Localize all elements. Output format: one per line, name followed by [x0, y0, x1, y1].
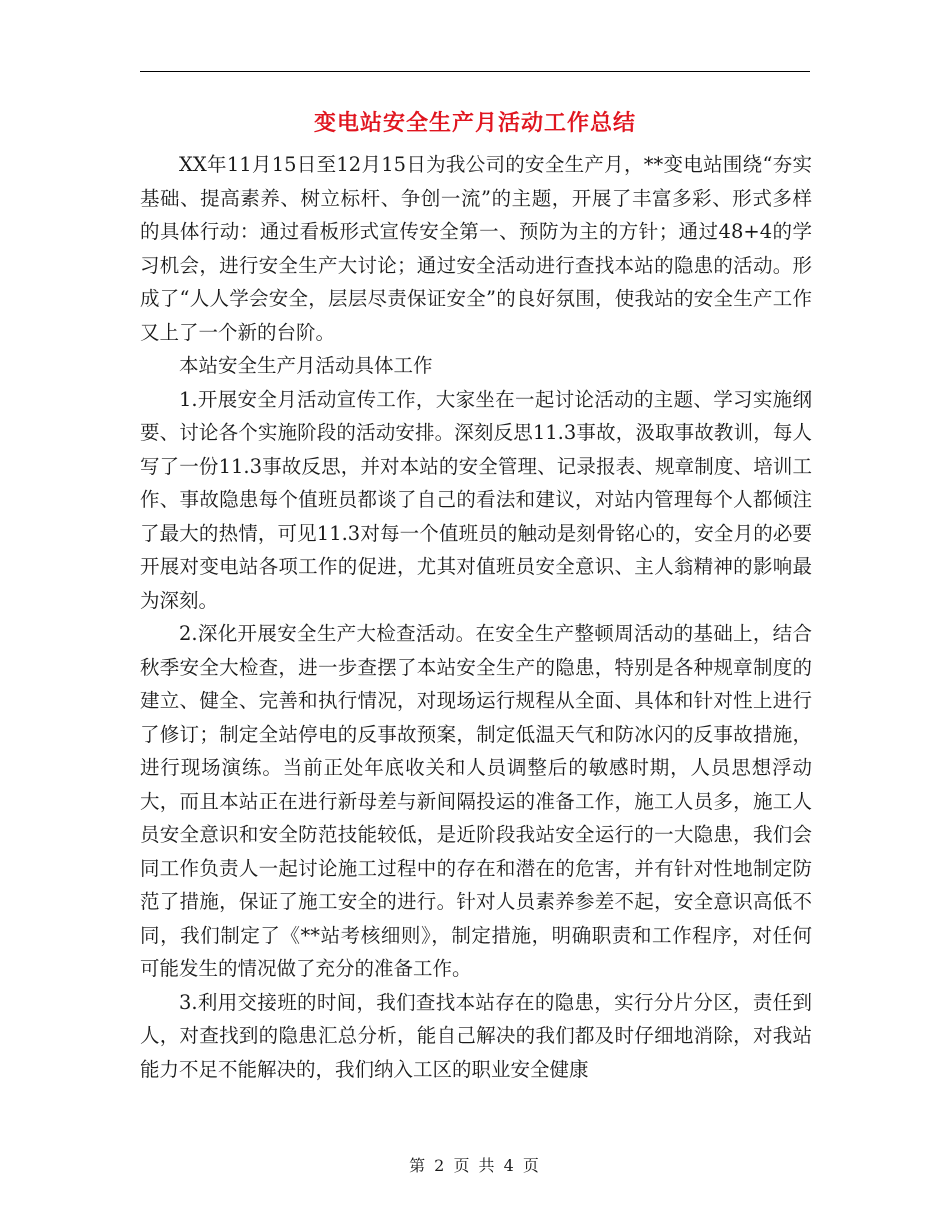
paragraph-item-1: 1.开展安全月活动宣传工作，大家坐在一起讨论活动的主题、学习实施纲要、讨论各个实施阶段的活动安排。深刻反思11.3事故，汲取事故教训，每人写了一份11.3事故反思，并对本站的安全管理、记录报表、规章制度、培训工作、事故隐患每个值班员都谈了自己的看法和建议，对站内管理每个人都倾注了最大的热情，可见11.3对每一个值班员的触动是刻骨铭心的，安全月的必要开展对变电站各项工作的促进，尤其对值班员安全意识、主人翁精神的影响最为深刻。 — [140, 387, 812, 612]
paragraph-intro: XX年11月15日至12月15日为我公司的安全生产月，**变电站围绕“夯实基础、提高素养、树立标杆、争创一流”的主题，开展了丰富多彩、形式多样的具体行动：通过看板形式宣传安全第一、预防为主的方针；通过48+4的学习机会，进行安全生产大讨论；通过安全活动进行查找本站的隐患的活动。形成了“人人学会安全，层层尽责保证安全”的良好氛围，使我站的安全生产工作又上了一个新的台阶。 — [140, 153, 812, 344]
section-heading: 本站安全生产月活动具体工作 — [179, 354, 433, 377]
header-rule — [140, 71, 810, 72]
document-title: 变电站安全生产月活动工作总结 — [313, 111, 636, 136]
paragraph-item-2: 2.深化开展安全生产大检查活动。在安全生产整顿周活动的基础上，结合秋季安全大检查，进一步查摆了本站安全生产的隐患，特别是各种规章制度的建立、健全、完善和执行情况，对现场运行规程从全面、具体和针对性上进行了修订；制定全站停电的反事故预案，制定低温天气和防冰闪的反事故措施，进行现场演练。当前正处年底收关和人员调整后的敏感时期，人员思想浮动大，而且本站正在进行新母差与新间隔投运的准备工作，施工人员多，施工人员安全意识和安全防范技能较低，是近阶段我站安全运行的一大隐患，我们会同工作负责人一起讨论施工过程中的存在和潜在的危害，并有针对性地制定防范了措施，保证了施工安全的进行。针对人员素养参差不起，安全意识高低不同，我们制定了《**站考核细则》，制定措施，明确职责和工作程序，对任何可能发生的情况做了充分的准备工作。 — [140, 622, 812, 980]
page-number: 第 2 页 共 4 页 — [409, 1156, 541, 1175]
document-body — [140, 148, 812, 1086]
paragraph-item-3: 3.利用交接班的时间，我们查找本站存在的隐患，实行分片分区，责任到人，对查找到的隐患汇总分析，能自己解决的我们都及时仔细地消除，对我站能力不足不能解决的，我们纳入工区的职业安全健康 — [140, 990, 812, 1081]
